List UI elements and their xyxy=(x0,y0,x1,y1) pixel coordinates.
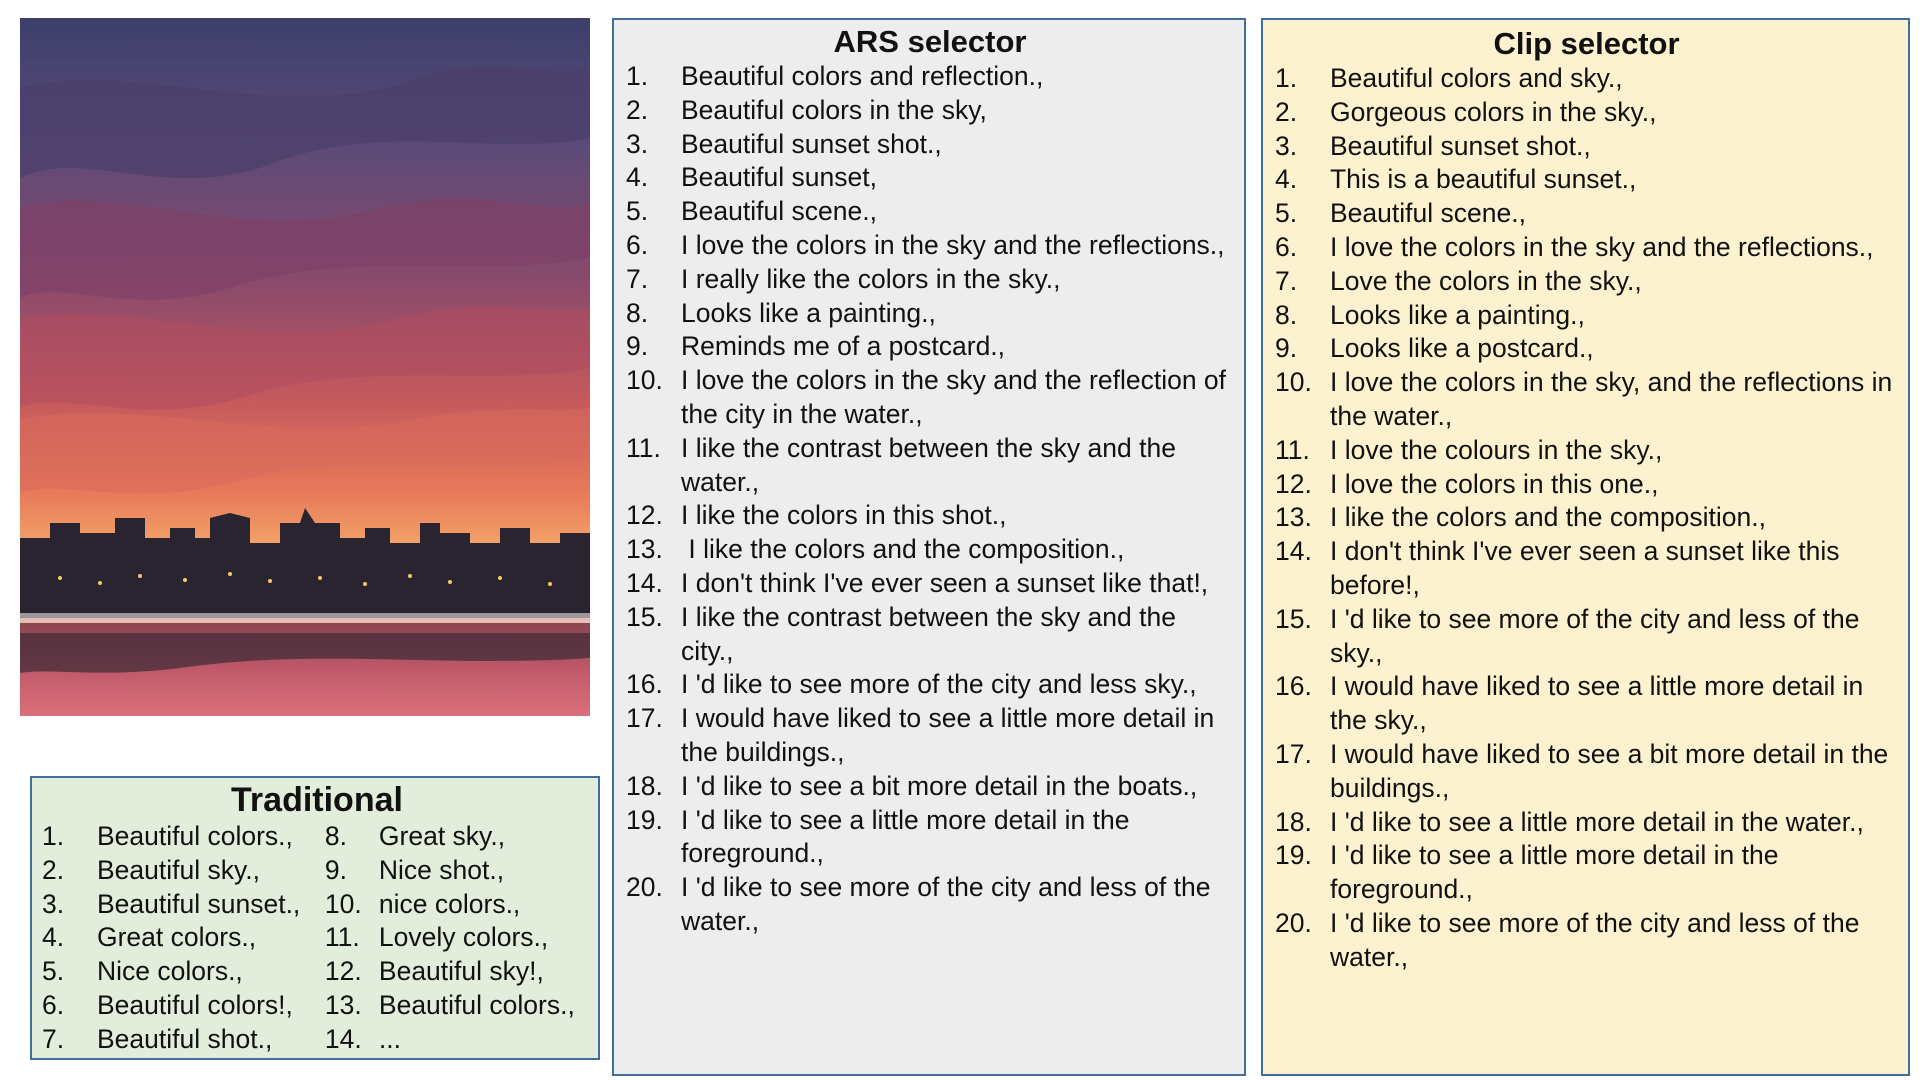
item-text: I would have liked to see a bit more detail in the buildings., xyxy=(1330,738,1889,803)
item-number: 9. xyxy=(324,854,348,885)
list-item xyxy=(325,820,592,854)
item-text: I love the colours in the sky., xyxy=(1330,434,1663,465)
item-text: Reminds me of a postcard., xyxy=(681,331,1006,362)
item-number: 2. xyxy=(626,94,649,125)
list-item xyxy=(1275,130,1898,164)
ars-selector-title: ARS selector xyxy=(833,24,1027,59)
list-item xyxy=(626,229,1234,263)
item-number: 20. xyxy=(1275,907,1312,938)
item-text: Love the colors in the sky., xyxy=(1330,265,1642,296)
item-text: I 'd like to see more of the city and less of the water., xyxy=(1330,907,1860,972)
item-text: I 'd like to see a little more detail in the water., xyxy=(1330,806,1864,837)
list-item xyxy=(626,668,1234,702)
list-item xyxy=(42,955,325,989)
item-text: Beautiful sunset., xyxy=(97,888,301,919)
list-item xyxy=(1275,738,1898,806)
list-item xyxy=(1275,163,1898,197)
item-text: I like the colors and the composition., xyxy=(1330,502,1767,533)
item-number: 16. xyxy=(626,669,663,700)
list-item xyxy=(1275,907,1898,975)
item-text: I really like the colors in the sky., xyxy=(681,263,1061,294)
item-text: Beautiful scene., xyxy=(681,196,877,227)
traditional-title: Traditional xyxy=(231,781,403,819)
list-item xyxy=(42,888,325,922)
item-number: 7. xyxy=(1275,265,1298,296)
item-text: Beautiful colors and sky., xyxy=(1330,63,1623,93)
item-number: 6. xyxy=(42,989,65,1020)
item-number: 13. xyxy=(1275,502,1312,533)
traditional-panel xyxy=(30,776,600,1060)
item-text: Beautiful sunset shot., xyxy=(1330,130,1591,161)
item-text: I like the colors in this shot., xyxy=(681,500,1007,531)
traditional-list-col1 xyxy=(42,820,325,1057)
item-text: Beautiful scene., xyxy=(1330,198,1526,229)
item-text: Looks like a painting., xyxy=(1330,299,1585,330)
list-item xyxy=(626,364,1234,432)
list-item xyxy=(626,567,1234,601)
item-text: Beautiful colors in the sky, xyxy=(681,94,987,125)
item-text: I love the colors in the sky and the reflections., xyxy=(1330,231,1874,262)
item-number: 1. xyxy=(42,821,65,851)
item-number: 5. xyxy=(626,196,649,227)
item-number: 17. xyxy=(626,703,663,734)
item-text: Beautiful sky!, xyxy=(378,956,544,987)
item-text: I 'd like to see a bit more detail in the boats., xyxy=(681,770,1198,801)
list-item xyxy=(1275,62,1898,96)
item-text: I don't think I've ever seen a sunset like that!, xyxy=(681,567,1209,598)
list-item xyxy=(626,297,1234,331)
list-item xyxy=(626,871,1234,939)
item-number: 7. xyxy=(42,1023,65,1054)
item-text: I love the colors in the sky and the reflection of the city in the water., xyxy=(681,365,1227,429)
list-item xyxy=(626,601,1234,669)
item-number: 5. xyxy=(42,956,65,987)
clip-selector-list xyxy=(1275,62,1898,975)
list-item xyxy=(626,330,1234,364)
item-number: 11. xyxy=(324,922,360,953)
item-text: Looks like a postcard., xyxy=(1330,333,1594,364)
list-item xyxy=(1275,299,1898,333)
list-item xyxy=(1275,501,1898,535)
item-number: 9. xyxy=(626,331,649,362)
list-item xyxy=(42,1023,325,1057)
item-text: Looks like a painting., xyxy=(681,297,936,328)
list-item xyxy=(626,128,1234,162)
list-item xyxy=(325,955,592,989)
list-item xyxy=(325,921,592,955)
list-item xyxy=(42,989,325,1023)
item-text: I like the contrast between the sky and the water., xyxy=(681,432,1176,497)
item-text: I would have liked to see a little more detail in the sky., xyxy=(1330,671,1864,736)
list-item xyxy=(626,432,1234,500)
item-text: I like the colors and the composition., xyxy=(681,534,1125,565)
item-number: 6. xyxy=(626,229,649,260)
item-number: 11. xyxy=(1275,434,1310,465)
list-item xyxy=(1275,670,1898,738)
item-number: 10. xyxy=(1275,367,1312,398)
list-item xyxy=(325,888,592,922)
item-number: 17. xyxy=(1275,738,1312,769)
item-number: 12. xyxy=(626,500,663,531)
item-text: Beautiful sunset shot., xyxy=(681,128,942,159)
list-item xyxy=(1275,197,1898,231)
list-item xyxy=(626,161,1234,195)
item-text: nice colors., xyxy=(378,888,521,919)
item-number: 19. xyxy=(626,804,663,835)
item-number: 1. xyxy=(1275,63,1298,93)
item-text: I don't think I've ever seen a sunset like this before!, xyxy=(1330,536,1840,600)
list-item xyxy=(1275,535,1898,603)
item-number: 15. xyxy=(1275,603,1312,634)
list-item xyxy=(626,195,1234,229)
item-text: Beautiful colors!, xyxy=(97,989,293,1020)
item-text: Great sky., xyxy=(378,821,506,851)
item-number: 20. xyxy=(626,872,663,903)
list-item xyxy=(626,60,1234,94)
item-text: I love the colors in the sky and the reflections., xyxy=(681,229,1225,260)
item-number: 14. xyxy=(1275,536,1312,567)
item-number: 13. xyxy=(324,989,362,1020)
list-item xyxy=(626,263,1234,297)
list-item xyxy=(626,702,1234,770)
item-number: 8. xyxy=(626,297,649,328)
item-number: 2. xyxy=(1275,96,1298,127)
item-number: 16. xyxy=(1275,671,1312,702)
list-item xyxy=(626,499,1234,533)
item-number: 4. xyxy=(1275,164,1298,195)
item-number: 14. xyxy=(324,1023,362,1054)
item-number: 18. xyxy=(626,770,663,801)
item-number: 12. xyxy=(1275,468,1312,499)
item-text: I 'd like to see more of the city and less of the sky., xyxy=(1330,603,1860,668)
list-item xyxy=(1275,366,1898,434)
item-number: 6. xyxy=(1275,231,1298,262)
item-text: This is a beautiful sunset., xyxy=(1330,164,1637,195)
sunset-city-image xyxy=(20,18,590,716)
list-item xyxy=(325,989,592,1023)
item-number: 5. xyxy=(1275,198,1298,229)
item-number: 2. xyxy=(42,854,65,885)
item-text: Gorgeous colors in the sky., xyxy=(1330,96,1657,127)
item-number: 7. xyxy=(626,263,649,294)
item-text: Beautiful sky., xyxy=(97,854,260,885)
item-number: 15. xyxy=(626,601,663,632)
list-item xyxy=(1275,434,1898,468)
item-text: I would have liked to see a little more detail in the buildings., xyxy=(681,703,1215,767)
item-text: ... xyxy=(378,1023,401,1054)
list-item xyxy=(1275,332,1898,366)
item-text: I love the colors in this one., xyxy=(1330,468,1659,499)
item-text: I like the contrast between the sky and the city., xyxy=(681,601,1176,666)
clip-selector-title: Clip selector xyxy=(1493,26,1680,61)
item-text: Beautiful sunset, xyxy=(681,162,877,193)
item-text: Great colors., xyxy=(97,922,257,953)
list-item xyxy=(42,921,325,955)
list-item xyxy=(325,1023,592,1057)
item-number: 4. xyxy=(626,162,649,193)
item-text: I love the colors in the sky, and the reflections in the water., xyxy=(1330,367,1893,431)
item-text: I 'd like to see a little more detail in the foreground., xyxy=(681,804,1130,869)
traditional-list-col2 xyxy=(325,820,592,1057)
item-number: 11. xyxy=(626,432,661,463)
item-text: Beautiful colors and reflection., xyxy=(681,61,1044,91)
item-text: Nice colors., xyxy=(97,956,243,987)
item-text: I 'd like to see more of the city and less of the water., xyxy=(681,872,1211,936)
item-number: 8. xyxy=(324,821,348,851)
list-item xyxy=(626,804,1234,872)
list-item xyxy=(626,533,1234,567)
item-number: 8. xyxy=(1275,299,1298,330)
item-number: 12. xyxy=(324,956,362,987)
list-item xyxy=(1275,231,1898,265)
ars-selector-panel xyxy=(612,18,1246,1076)
list-item xyxy=(1275,839,1898,907)
list-item xyxy=(42,820,325,854)
item-text: Beautiful colors., xyxy=(97,821,293,851)
item-number: 3. xyxy=(42,888,65,919)
item-text: Lovely colors., xyxy=(378,922,549,953)
list-item xyxy=(626,770,1234,804)
item-text: Beautiful shot., xyxy=(97,1023,273,1054)
list-item xyxy=(1275,603,1898,671)
list-item xyxy=(1275,468,1898,502)
item-number: 4. xyxy=(42,922,65,953)
item-number: 18. xyxy=(1275,806,1312,837)
item-number: 9. xyxy=(1275,333,1298,364)
item-text: I 'd like to see a little more detail in the foreground., xyxy=(1330,840,1779,905)
item-text: Beautiful colors., xyxy=(378,989,575,1020)
item-number: 3. xyxy=(626,128,649,159)
item-number: 1. xyxy=(626,61,649,91)
item-number: 10. xyxy=(626,365,663,396)
item-number: 14. xyxy=(626,567,663,598)
list-item xyxy=(42,854,325,888)
item-text: I 'd like to see more of the city and less sky., xyxy=(681,669,1197,700)
item-number: 13. xyxy=(626,534,663,565)
item-number: 10. xyxy=(324,888,362,919)
traditional-columns xyxy=(42,820,592,1057)
list-item xyxy=(626,94,1234,128)
list-item xyxy=(1275,96,1898,130)
sunset-photo xyxy=(20,18,590,716)
item-number: 3. xyxy=(1275,130,1298,161)
ars-selector-list xyxy=(626,60,1234,939)
clip-selector-panel xyxy=(1261,18,1910,1076)
list-item xyxy=(1275,265,1898,299)
item-number: 19. xyxy=(1275,840,1312,871)
item-text: Nice shot., xyxy=(378,854,505,885)
list-item xyxy=(1275,806,1898,840)
list-item xyxy=(325,854,592,888)
